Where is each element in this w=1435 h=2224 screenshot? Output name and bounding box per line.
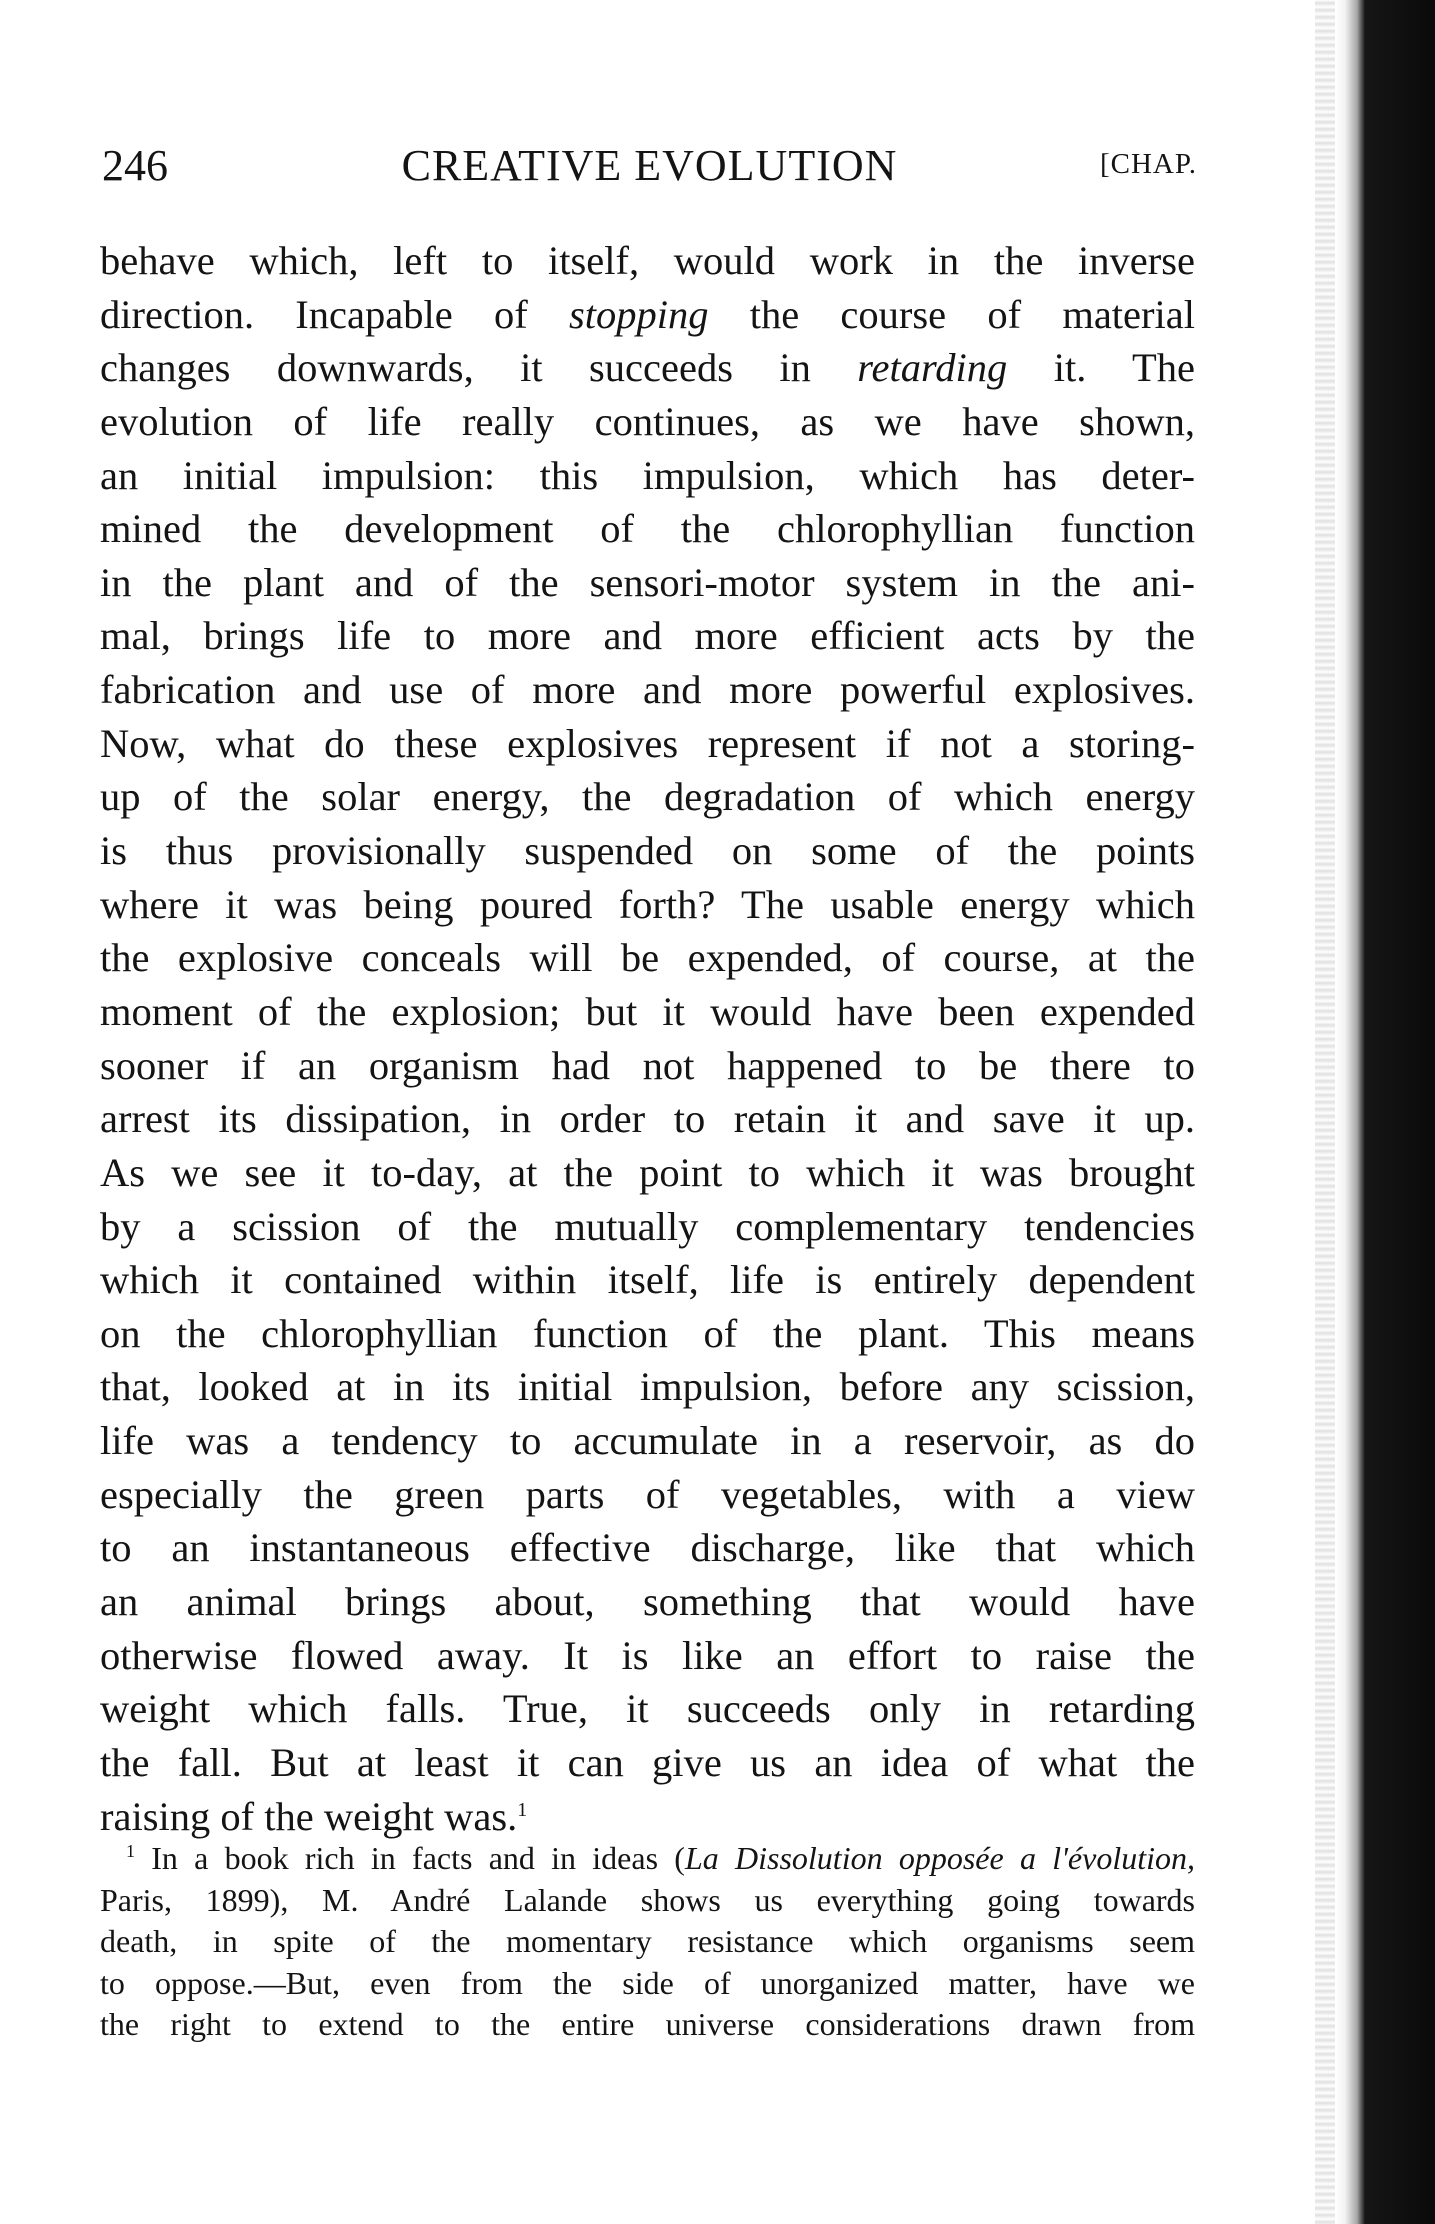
footnote-line: Paris, 1899), M. André Lalande shows us everything going towards bbox=[100, 1881, 1195, 1918]
text-run: the course of material bbox=[708, 291, 1196, 337]
text-run: the explosive conceals will be expended, of course, at the bbox=[100, 935, 1195, 981]
running-header bbox=[102, 140, 1197, 200]
text-run: Now, what do these explosives represent if not a storing- bbox=[100, 720, 1195, 766]
footnote-text: In a book rich in facts and in ideas ( bbox=[151, 1840, 685, 1876]
text-line bbox=[100, 1092, 1195, 1146]
footnote-line: the right to extend to the entire universe considerations drawn from bbox=[100, 2006, 1195, 2042]
binding-shadow bbox=[1315, 0, 1335, 2224]
text-run: where it was being poured forth? The usable energy which bbox=[100, 881, 1195, 927]
text-line bbox=[100, 1736, 1195, 1790]
text-line bbox=[100, 663, 1195, 717]
text-line bbox=[100, 1521, 1195, 1575]
text-run: an animal brings about, something that would have bbox=[100, 1579, 1195, 1625]
text-run: raising of the weight was. bbox=[100, 1793, 518, 1839]
footnote-marker-label: 1 bbox=[126, 1841, 135, 1861]
text-line bbox=[100, 1253, 1195, 1307]
footnote-line: death, in spite of the momentary resistance which organisms seem bbox=[100, 1923, 1195, 1959]
text-line bbox=[100, 1200, 1195, 1254]
scan-dark-edge bbox=[1335, 0, 1435, 2224]
page-number: 246 bbox=[102, 141, 168, 190]
text-run: moment of the explosion; but it would have been expended bbox=[100, 988, 1195, 1034]
text-line bbox=[100, 1790, 1195, 1844]
text-run: the fall. But at least it can give us an idea of what the bbox=[100, 1739, 1195, 1785]
text-run: mined the development of the chlorophyllian function bbox=[100, 506, 1195, 552]
text-line bbox=[100, 878, 1195, 932]
text-run: mal, brings life to more and more efficient acts by the bbox=[100, 613, 1195, 659]
text-run: to an instantaneous effective discharge, like that which bbox=[100, 1525, 1195, 1571]
text-line bbox=[100, 502, 1195, 556]
text-line bbox=[100, 288, 1195, 342]
text-run: otherwise flowed away. It is like an effort to raise the bbox=[100, 1632, 1195, 1678]
text-run: arrest its dissipation, in order to retain it and save it up. bbox=[100, 1096, 1195, 1142]
text-run: that, looked at in its initial impulsion, before any scission, bbox=[100, 1364, 1195, 1410]
text-run: which it contained within itself, life is entirely dependent bbox=[100, 1257, 1195, 1303]
text-run: by a scission of the mutually complementary tendencies bbox=[100, 1203, 1195, 1249]
footnote bbox=[100, 1838, 1195, 2046]
text-run: on the chlorophyllian function of the plant. This means bbox=[100, 1310, 1195, 1356]
text-run: an initial impulsion: this impulsion, which has deter- bbox=[100, 452, 1195, 498]
text-line bbox=[100, 1468, 1195, 1522]
text-line bbox=[100, 234, 1195, 288]
text-run: it. The bbox=[1007, 345, 1195, 391]
text-line bbox=[100, 1146, 1195, 1200]
text-run: As we see it to-day, at the point to which it was brought bbox=[100, 1149, 1195, 1195]
chapter-mark: [CHAP. bbox=[1099, 148, 1197, 180]
text-run: evolution of life really continues, as we have shown, bbox=[100, 398, 1195, 444]
text-line bbox=[100, 1575, 1195, 1629]
text-line bbox=[100, 1307, 1195, 1361]
footnote-line bbox=[100, 1838, 1195, 1880]
text-run: in the plant and of the sensori-motor system in the ani- bbox=[100, 559, 1195, 605]
text-run: changes downwards, it succeeds in bbox=[100, 345, 858, 391]
text-line bbox=[100, 717, 1195, 771]
text-run: sooner if an organism had not happened to be there to bbox=[100, 1042, 1195, 1088]
text-line bbox=[100, 1039, 1195, 1093]
emphasis: retarding bbox=[857, 345, 1008, 391]
text-run: fabrication and use of more and more powerful explosives. bbox=[100, 667, 1195, 713]
running-title: CREATIVE EVOLUTION bbox=[401, 141, 898, 190]
text-line bbox=[100, 1629, 1195, 1683]
text-line bbox=[100, 395, 1195, 449]
text-line bbox=[100, 449, 1195, 503]
text-line bbox=[100, 770, 1195, 824]
text-line bbox=[100, 1414, 1195, 1468]
text-line bbox=[100, 1682, 1195, 1736]
text-line bbox=[100, 824, 1195, 878]
text-run: life was a tendency to accumulate in a reservoir, as do bbox=[100, 1418, 1195, 1464]
footnote-cited-title: La Dissolution opposée a l'évolution, bbox=[684, 1840, 1196, 1876]
emphasis: stopping bbox=[568, 291, 709, 337]
text-line bbox=[100, 556, 1195, 610]
text-run: direction. Incapable of bbox=[100, 291, 569, 337]
text-run: behave which, left to itself, would work in the inverse bbox=[100, 238, 1195, 283]
text-line bbox=[100, 1360, 1195, 1414]
text-run: up of the solar energy, the degradation of which energy bbox=[100, 774, 1195, 820]
footnote-line: to oppose.—But, even from the side of unorganized matter, have we bbox=[100, 1964, 1195, 2001]
text-run: weight which falls. True, it succeeds only in retarding bbox=[100, 1686, 1195, 1732]
text-run: is thus provisionally suspended on some of the points bbox=[100, 828, 1195, 874]
body-text bbox=[100, 234, 1195, 1843]
text-line bbox=[100, 985, 1195, 1039]
footnote-marker: 1 bbox=[517, 1798, 528, 1821]
text-line bbox=[100, 609, 1195, 663]
text-line bbox=[100, 931, 1195, 985]
text-line bbox=[100, 341, 1195, 395]
text-run: especially the green parts of vegetables, with a view bbox=[100, 1471, 1195, 1517]
